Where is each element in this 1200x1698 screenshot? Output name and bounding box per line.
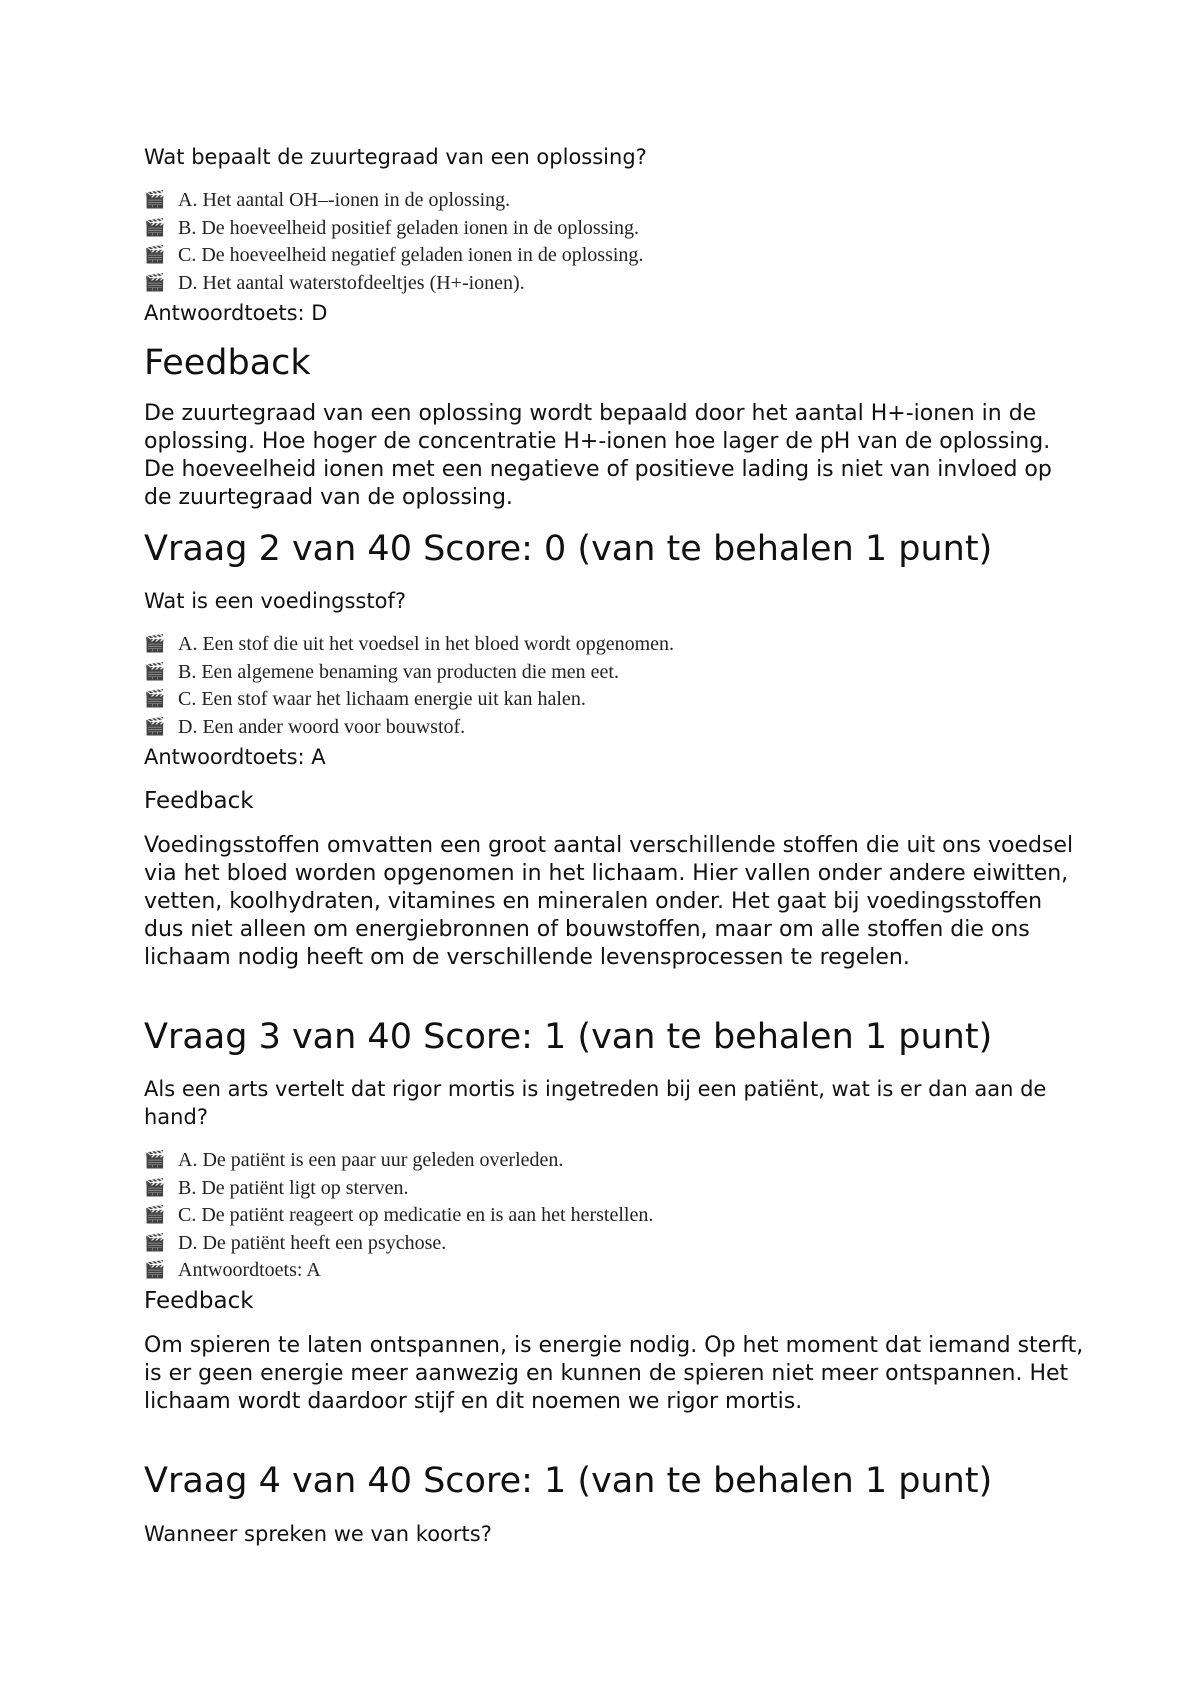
- question-4-text: Wanneer spreken we van koorts?: [144, 1522, 492, 1546]
- option-item: [144, 1175, 1084, 1203]
- clapperboard-icon: 🎬: [144, 634, 166, 655]
- question-4-heading: Vraag 4 van 40 Score: 1 (van te behalen 1 punt): [144, 1461, 993, 1501]
- clapperboard-icon: 🎬: [144, 1260, 166, 1281]
- question-1-text: Wat bepaalt de zuurtegraad van een oplossing?: [144, 145, 647, 169]
- clapperboard-icon: 🎬: [144, 689, 166, 710]
- option-item: [144, 215, 1084, 243]
- question-2-heading: Vraag 2 van 40 Score: 0 (van te behalen 1 punt): [144, 529, 993, 569]
- option-text: C. De patiënt reageert op medicatie en is aan het herstellen.: [178, 1204, 654, 1226]
- option-text: D. Een ander woord voor bouwstof.: [178, 715, 466, 738]
- question-1-options: [144, 187, 1084, 297]
- option-text: Antwoordtoets: A: [178, 1259, 321, 1281]
- option-item: [144, 714, 1084, 742]
- question-1-answer: Antwoordtoets: D: [144, 301, 328, 325]
- option-item: [144, 187, 1084, 215]
- option-item: [144, 242, 1084, 270]
- clapperboard-icon: 🎬: [144, 190, 166, 211]
- option-item: [144, 1230, 1084, 1258]
- option-text: B. Een algemene benaming van producten die men eet.: [178, 660, 619, 683]
- option-text: A. Een stof die uit het voedsel in het bloed wordt opgenomen.: [178, 633, 675, 655]
- option-item: [144, 270, 1084, 298]
- question-3-heading: Vraag 3 van 40 Score: 1 (van te behalen 1 punt): [144, 1017, 993, 1057]
- question-3-text: Als een arts vertelt dat rigor mortis is ingetreden bij een patiënt, wat is er dan aan de hand?: [144, 1077, 1047, 1129]
- clapperboard-icon: 🎬: [144, 1205, 166, 1226]
- question-3-feedback-heading: Feedback: [144, 1288, 254, 1314]
- clapperboard-icon: 🎬: [144, 245, 166, 266]
- option-item: [144, 1257, 1084, 1285]
- option-item: [144, 1202, 1084, 1230]
- option-text: C. Een stof waar het lichaam energie uit kan halen.: [178, 688, 586, 710]
- option-text: D. De patiënt heeft een psychose.: [178, 1231, 447, 1254]
- clapperboard-icon: 🎬: [144, 661, 166, 682]
- question-1-feedback-text: De zuurtegraad van een oplossing wordt bepaald door het aantal H+-ionen in de oplossing. Hoe hoger de concentratie H+-ionen hoe lager de pH van de oplossing. De hoeveelheid ionen met een negatieve of positieve lading is niet van invloed op de zuurtegraad van de oplossing.: [144, 401, 1052, 510]
- clapperboard-icon: 🎬: [144, 716, 166, 737]
- question-2-text: Wat is een voedingsstof?: [144, 589, 406, 613]
- question-3-options: [144, 1147, 1084, 1285]
- option-item: [144, 1147, 1084, 1175]
- option-text: A. Het aantal OH–-ionen in de oplossing.: [178, 189, 511, 211]
- question-2-answer: Antwoordtoets: A: [144, 745, 326, 769]
- clapperboard-icon: 🎬: [144, 272, 166, 293]
- question-2-feedback-heading: Feedback: [144, 788, 254, 814]
- clapperboard-icon: 🎬: [144, 217, 166, 238]
- option-item: [144, 631, 1084, 659]
- question-2-options: [144, 631, 1084, 741]
- option-text: B. De patiënt ligt op sterven.: [178, 1176, 409, 1199]
- question-2-feedback-text: Voedingsstoffen omvatten een groot aantal verschillende stoffen die uit ons voedsel via het bloed worden opgenomen in het lichaam. Hier vallen onder andere eiwitten, vetten, koolhydraten, vitamines en mineralen onder. Het gaat bij voedingsstoffen dus niet alleen om energiebronnen of bouwstoffen, maar om alle stoffen die ons lichaam nodig heeft om de verschillende levensprocessen te regelen.: [144, 833, 1074, 970]
- clapperboard-icon: 🎬: [144, 1232, 166, 1253]
- question-3-feedback-text: Om spieren te laten ontspannen, is energie nodig. Op het moment dat iemand sterft, is er geen energie meer aanwezig en kunnen de spieren niet meer ontspannen. Het lichaam wordt daardoor stijf en dit noemen we rigor mortis.: [144, 1333, 1084, 1414]
- option-text: B. De hoeveelheid positief geladen ionen in de oplossing.: [178, 216, 640, 239]
- option-text: C. De hoeveelheid negatief geladen ionen in de oplossing.: [178, 244, 644, 266]
- option-item: [144, 659, 1084, 687]
- option-item: [144, 686, 1084, 714]
- question-1-feedback-heading: Feedback: [144, 343, 311, 383]
- option-text: A. De patiënt is een paar uur geleden overleden.: [178, 1149, 564, 1171]
- clapperboard-icon: 🎬: [144, 1177, 166, 1198]
- clapperboard-icon: 🎬: [144, 1150, 166, 1171]
- option-text: D. Het aantal waterstofdeeltjes (H+-ionen).: [178, 271, 525, 294]
